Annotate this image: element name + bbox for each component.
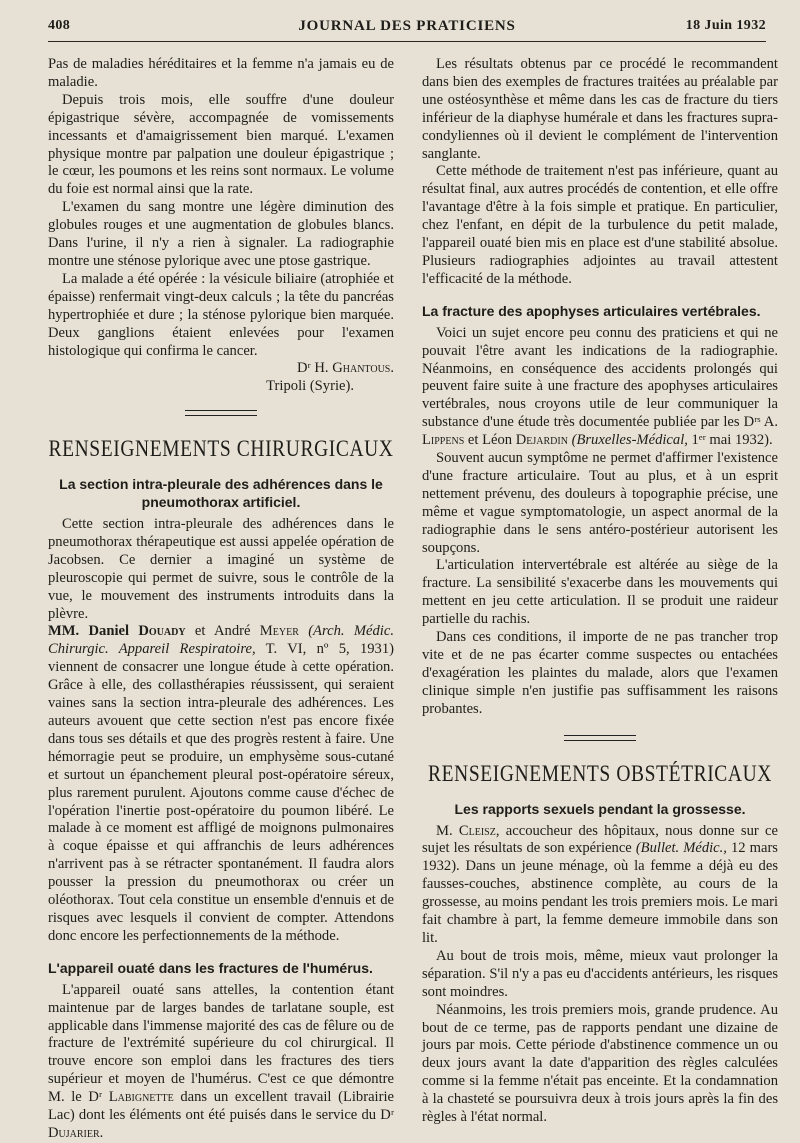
author-location: Tripoli (Syrie).: [266, 378, 354, 395]
body-paragraph: L'appareil ouaté sans attelles, la contention étant maintenue par de larges bandes de tarlatane souple, est applicable dans l'immense majorité des cas de fêlure ou de fracture de l'extrémité supérieure du col chirurgical. Il trouve encore son emploi dans les fractures des tiers supérieur et moyen de l'humérus. C'est ce que démontre M. le Dʳ Labignette dans un excellent travail (Librairie Lac) dont les éléments ont été puisés dans le service du Dʳ Dujarier.: [48, 981, 394, 1141]
right-column: [422, 56, 778, 1127]
body-paragraph: Dans ces conditions, il importe de ne pas trancher trop vite et de ne pas écarter comme suspectes ou entachées d'exagération les plaintes du malade, alors que l'examen clinique simple n'en justifie pas suffisamment les raisons probantes.: [422, 629, 778, 717]
issue-date: 18 Juin 1932: [685, 18, 766, 33]
section-title-chirurgicaux: RENSEIGNEMENTS CHIRURGICAUX: [48, 437, 394, 463]
body-paragraph: Pas de maladies héréditaires et la femme n'a jamais eu de maladie.: [48, 56, 394, 90]
body-paragraph: MM. Daniel Douady et André Meyer (Arch. Médic. Chirurgic. Appareil Respiratoire, T. VI, nº 5, 1931) viennent de consacrer une longue étude à cette opération. Grâce à elle, des collasthérapies réussissent, qui seraient vaines sans la section intra-pleurale des adhérences. Les auteurs avouent que cette section n'est pas encore fixée dans tous ses détails et que des progrès restent à faire. Une hémorragie peut se produire, un emphysème sous-cutané et surtout un épanchement pleural post-opératoire séreux, plus rarement purulent. Ajoutons comme cause d'échec de l'opération l'inertie post-opératoire du poumon libéré. Le malade à ce moment est affligé de moignons pulmonaires à coque épaisse et qui affranchis de leurs adhérences n'arrivent pas à se rétracter spontanément. Il faudra alors pousser la pression du pneumothorax ou créer un oléothorax. Tout cela constitue un ensemble d'ennuis et de risques avec lesquels il convient de compter. Attendons donc encore les perfectionnements de la méthode.: [48, 623, 395, 944]
section-divider: [564, 735, 636, 741]
body-paragraph: Cette section intra-pleurale des adhérences dans le pneumothorax thérapeutique est aussi appelée opération de Jacobsen. Ce dernier a imaginé un système de pleuroscopie qui permet de suivre, sous le contrôle de la vue, le mouvement des instruments introduits dans la plèvre.: [48, 516, 394, 622]
article-title: L'appareil ouaté dans les fractures de l'humérus.: [48, 959, 373, 976]
body-paragraph: Au bout de trois mois, même, mieux vaut prolonger la séparation. S'il n'y a pas eu d'accidents antérieurs, les risques sont moindres.: [422, 947, 778, 1000]
body-paragraph: L'examen du sang montre une légère diminution des globules rouges et une augmentation de globules blancs. Dans l'urine, il n'y a rien à signaler. La radiographie montre une sténose pylorique avec une ptose gastrique.: [48, 199, 394, 269]
author-signature: Dʳ H. Ghantous.: [297, 360, 394, 377]
page-header: [48, 15, 766, 42]
section-title-obstetricaux: RENSEIGNEMENTS OBSTÉTRICAUX: [428, 761, 772, 787]
article-title: La fracture des apophyses articulaires vertébrales.: [422, 302, 761, 319]
body-paragraph: Voici un sujet encore peu connu des praticiens et qui ne pouvait l'être avant les indications de la radiographie. Néanmoins, en conséquence des accidents prolongés qui peuvent faire suite à une fracture des apophyses articulaires vertébrales, nous croyons utile de leur communiquer la substance d'une étude très documentée publiée par les Dʳˢ A. Lippens et Léon Dejardin (Bruxelles-Médical, 1ᵉʳ mai 1932).: [422, 324, 778, 449]
body-paragraph: L'articulation intervertébrale est altérée au siège de la fracture. La sensibilité s'exacerbe dans les mouvements qui mettent en jeu cette articulation. Il se produit une raideur partielle du rachis.: [422, 557, 778, 628]
journal-title: JOURNAL DES PRATICIENS: [298, 18, 516, 34]
body-paragraph: Les résultats obtenus par ce procédé le recommandent dans bien des exemples de fractures traitées au préalable par une ostéosynthèse et même dans les cas de fracture du tiers inférieur de la diaphyse humérale et dans les fractures supra-condyliennes où il devient le complément de l'intervention sanglante.: [422, 56, 778, 162]
article-title: Les rapports sexuels pendant la grossesse.: [454, 800, 746, 817]
page-number: 408: [48, 18, 71, 33]
left-column: [48, 56, 394, 1143]
body-paragraph: Néanmoins, les trois premiers mois, grande prudence. Au bout de ce terme, pas de rapports pendant une dizaine de jours par mois. Cette période d'abstinence commence un ou deux jours avant la date d'apparition des règles calculées comme si la femme n'était pas enceinte. Et la condamnation à la chasteté se poursuivra deux à trois jours après la fin des règles à l'état normal.: [422, 1001, 778, 1126]
article-title: La section intra-pleurale des adhérences dans le pneumothorax artificiel.: [59, 476, 383, 511]
body-paragraph: M. Cleisz, accoucheur des hôpitaux, nous donne sur ce sujet les résultats de son expérience (Bullet. Médic., 12 mars 1932). Dans un jeune ménage, où la femme a déjà eu des fausses-couches, abstinence complète, au cours de la grossesse, au moins pendant les trois premiers mois. Le mari fait chambre à part, la femme demeure immobile dans son lit.: [422, 822, 778, 946]
body-paragraph: La malade a été opérée : la vésicule biliaire (atrophiée et épaisse) renfermait vingt-deux calculs ; la tête du pancréas hypertrophiée et dure ; la sténose pylorique bien marquée. Deux ganglions étaient enlevées pour l'examen histologique qui confirma le cancer.: [48, 270, 394, 359]
body-paragraph: Depuis trois mois, elle souffre d'une douleur épigastrique sévère, accompagnée de vomissements incessants et d'amaigrissement bien marqué. L'examen physique montre par palpation une douleur épigastrique ; le cœur, les poumons et les reins sont normaux. Le volume du foie est normal ainsi que la rate.: [48, 91, 394, 198]
body-paragraph: Cette méthode de traitement n'est pas inférieure, quant au résultat final, aux autres procédés de contention, et elle offre l'avantage d'être à la fois simple et pratique. En particulier, chez l'enfant, en dépit de la turbulence du petit malade, l'appareil ouaté bien mis en place est d'une stabilité absolue. Plusieurs radiographies adjointes au travail attestent l'efficacité de la méthode.: [422, 163, 778, 287]
body-paragraph: Souvent aucun symptôme ne permet d'affirmer l'existence d'une fracture articulaire. Tout au plus, et à un esprit nettement prévenu, des douleurs à topographie précise, une même et vague symptomatologie, un aspect anormal de la radiographie dans le sens antéro-postérieur autorisent les soupçons.: [422, 450, 778, 556]
section-divider: [185, 410, 257, 416]
